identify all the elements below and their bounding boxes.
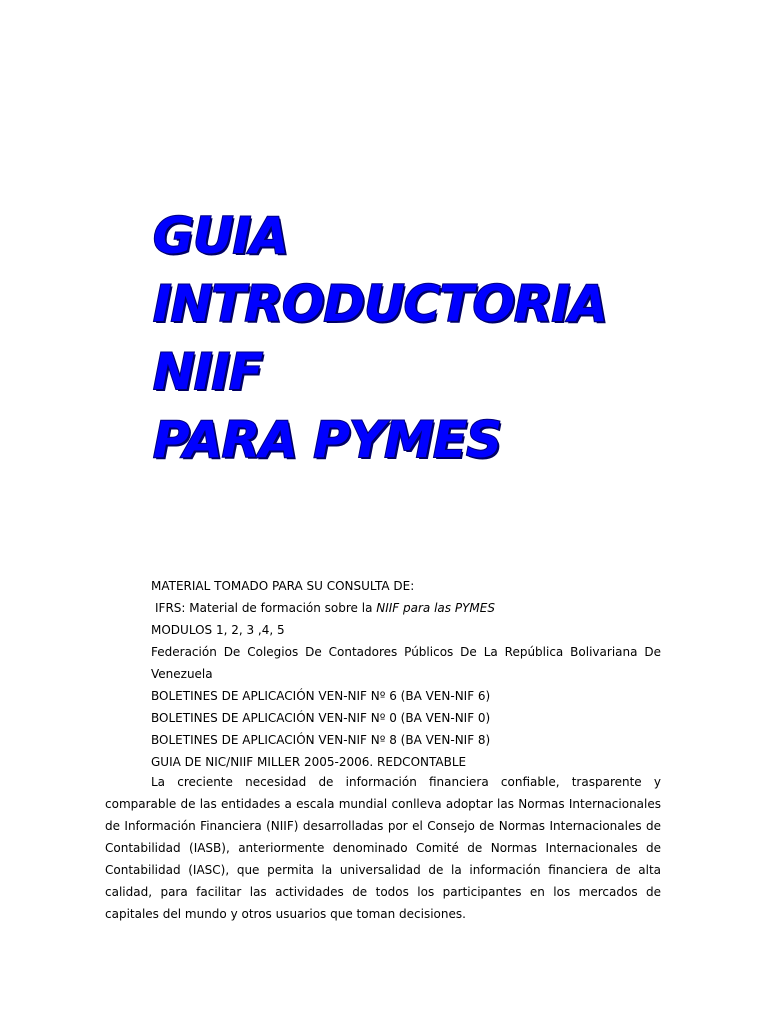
document-title	[153, 202, 607, 474]
title-line-4: PARA PYMES	[153, 411, 502, 469]
source-heading: MATERIAL TOMADO PARA SU CONSULTA DE:	[151, 579, 415, 593]
source-federation: Federación De Colegios De Contadores Públicos De La República Bolivariana De Venezuela	[151, 645, 661, 681]
title-line-1: GUIA	[153, 207, 288, 265]
source-references	[151, 575, 661, 773]
title-line-3: NIIF	[153, 343, 263, 401]
source-ifrs-italic: NIIF para las PYMES	[376, 601, 495, 615]
title-line-2: INTRODUCTORIA	[153, 275, 607, 333]
source-boletin-0: BOLETINES DE APLICACIÓN VEN-NIF Nº 0 (BA VEN-NIF 0)	[151, 711, 491, 725]
source-boletin-8: BOLETINES DE APLICACIÓN VEN-NIF Nº 8 (BA VEN-NIF 8)	[151, 733, 491, 747]
intro-paragraph: La creciente necesidad de información financiera confiable, trasparente y comparable de las entidades a escala mundial conlleva adoptar las Normas Internacionales de Información Financiera (NIIF) desarrolladas por el Consejo de Normas Internacionales de Contabilidad (IASB), anteriormente denominado Comité de Normas Internacionales de Contabilidad (IASC), que permita la universalidad de la información financiera de alta calidad, para facilitar las actividades de todos los participantes en los mercados de capitales del mundo y otros usuarios que toman decisiones.	[105, 775, 661, 921]
source-guia-miller: GUIA DE NIC/NIIF MILLER 2005-2006. REDCONTABLE	[151, 755, 467, 769]
source-boletin-6: BOLETINES DE APLICACIÓN VEN-NIF Nº 6 (BA VEN-NIF 6)	[151, 689, 491, 703]
source-ifrs-prefix: IFRS: Material de formación sobre la	[155, 601, 377, 615]
source-modules: MODULOS 1, 2, 3 ,4, 5	[151, 623, 285, 637]
source-ifrs	[151, 597, 661, 619]
